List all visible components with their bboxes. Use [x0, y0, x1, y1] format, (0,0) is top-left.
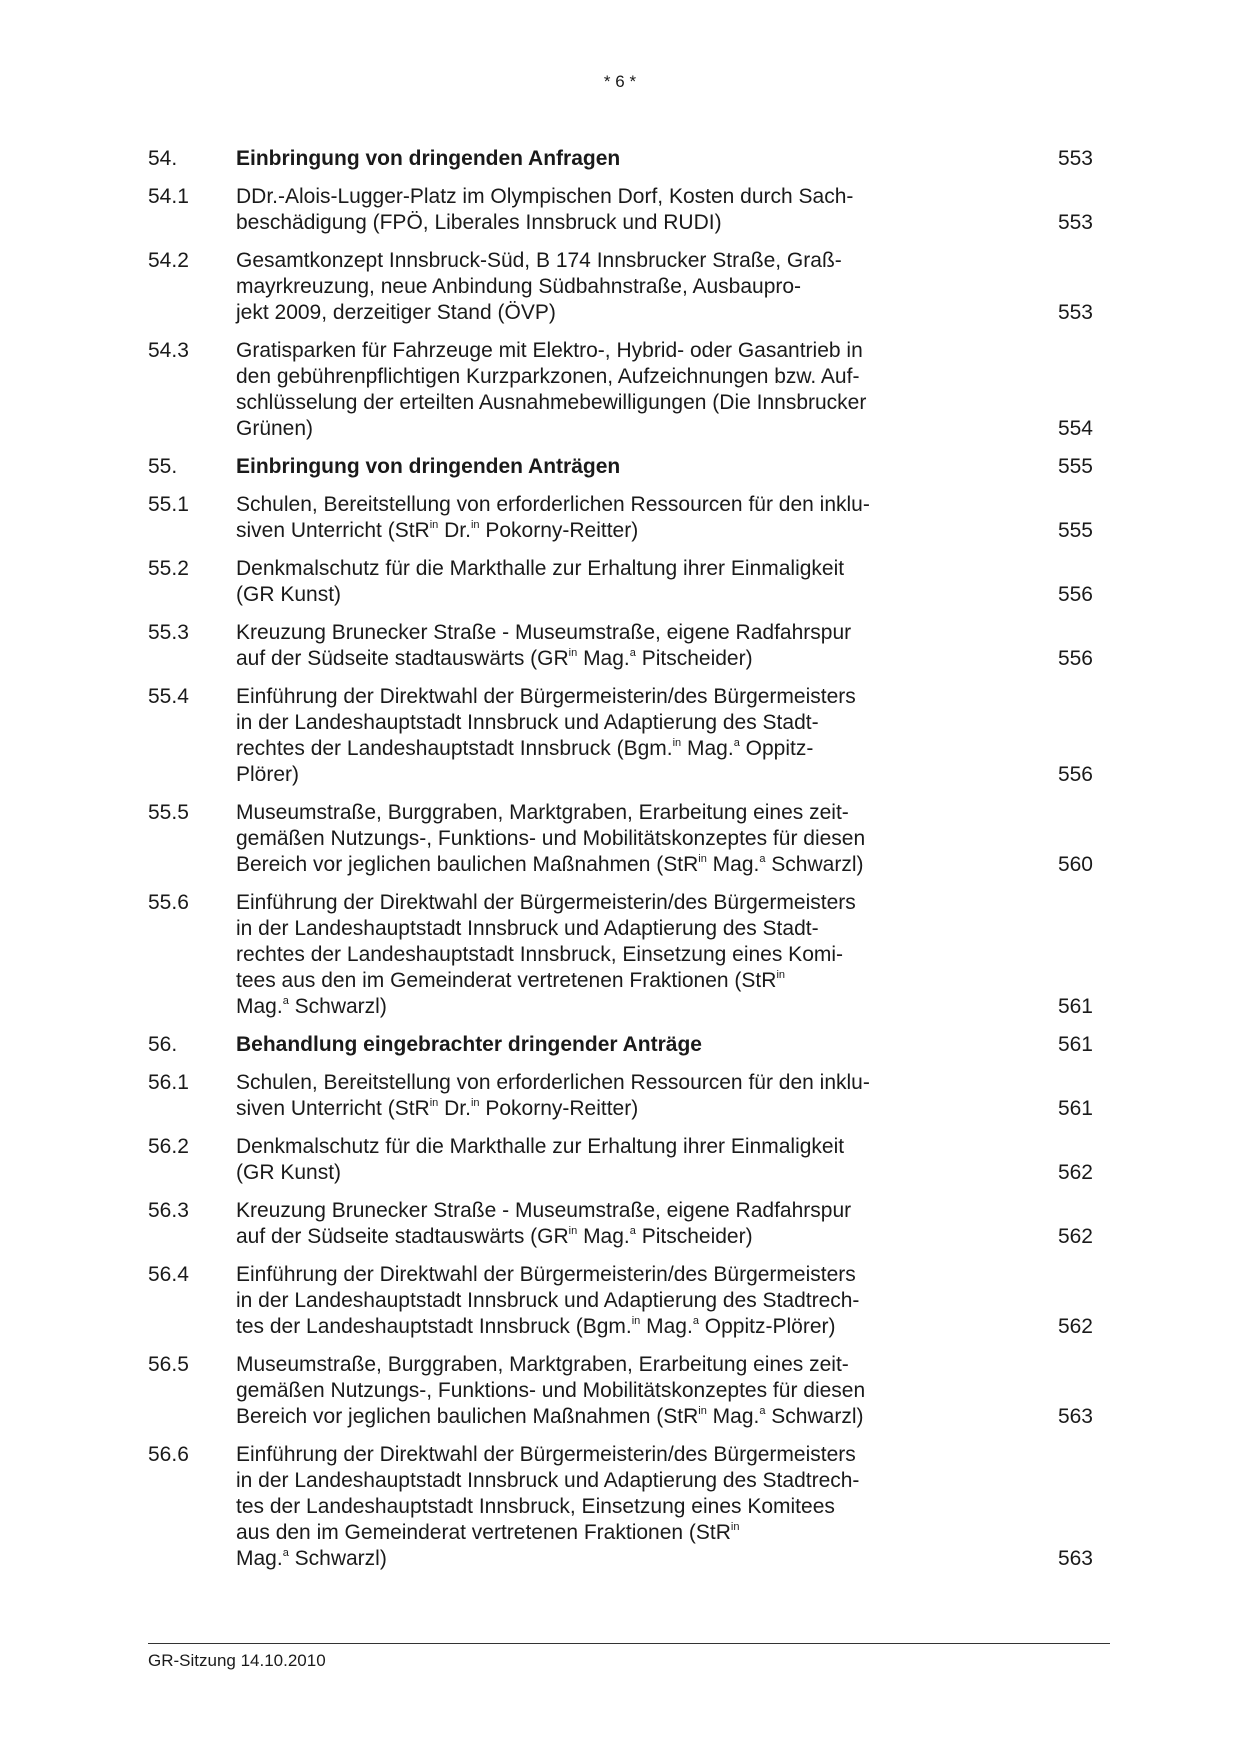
toc-entry: [148, 800, 1093, 878]
toc-entry-number: 54.1: [148, 185, 189, 208]
toc-entry-title: [236, 1442, 976, 1572]
toc-entry-title-line: jekt 2009, derzeitiger Stand (ÖVP): [236, 301, 556, 324]
toc-entry-page: 562: [1057, 1225, 1093, 1248]
toc-entry-title: [236, 454, 976, 480]
toc-entry-number: 54.: [148, 147, 178, 170]
toc-entry-number: 54.2: [148, 249, 189, 272]
toc-entry-title: [236, 620, 976, 672]
toc-entry-title-line: Mag.$^a$ Schwarzl): [236, 995, 387, 1018]
toc-entry-page: 553: [1057, 301, 1093, 324]
toc-entry-page: 563: [1057, 1405, 1093, 1428]
toc-entry-title-line: in der Landeshauptstadt Innsbruck und Adaptierung des Stadt-: [236, 711, 819, 734]
toc-entry-title: [236, 890, 976, 1020]
toc-entry-title-line: Einbringung von dringenden Anträgen: [236, 455, 621, 478]
toc-entry-title-line: Einführung der Direktwahl der Bürgermeisterin/des Bürgermeisters: [236, 1263, 856, 1286]
toc-entry: [148, 184, 1093, 236]
toc-entry-title-line: (GR Kunst): [236, 583, 342, 606]
toc-entry-title: [236, 1032, 976, 1058]
toc-entry-page: 553: [1057, 211, 1093, 234]
toc-entry-title-line: Gratisparken für Fahrzeuge mit Elektro-, Hybrid- oder Gasantrieb in: [236, 339, 863, 362]
toc-entry-title-line: mayrkreuzung, neue Anbindung Südbahnstraße, Ausbaupro-: [236, 275, 802, 298]
toc-entry: [148, 890, 1093, 1020]
toc-entry-title-line: den gebührenpflichtigen Kurzparkzonen, Aufzeichnungen bzw. Auf-: [236, 365, 860, 388]
toc-entry-title: [236, 338, 976, 442]
toc-entry-title: [236, 1134, 976, 1186]
toc-entry-number: 56.2: [148, 1135, 189, 1158]
toc-entry-number: 56.6: [148, 1443, 189, 1466]
toc-entry-title-line: gemäßen Nutzungs-, Funktions- und Mobilitätskonzeptes für diesen: [236, 1379, 866, 1402]
toc-entry-title-line: tes der Landeshauptstadt Innsbruck (Bgm.$^{in}$ Mag.$^a$ Oppitz-Plörer): [236, 1315, 836, 1338]
toc-entry: [148, 1198, 1093, 1250]
toc-entry-title-line: Museumstraße, Burggraben, Marktgraben, Erarbeitung eines zeit-: [236, 1353, 849, 1376]
table-of-contents: [148, 146, 1093, 1584]
toc-entry-title-line: Plörer): [236, 763, 300, 786]
toc-entry-title-line: schlüsselung der erteilten Ausnahmebewilligungen (Die Innsbrucker: [236, 391, 867, 414]
toc-entry-title-line: Gesamtkonzept Innsbruck-Süd, B 174 Innsbrucker Straße, Graß-: [236, 249, 842, 272]
toc-entry-number: 56.5: [148, 1353, 189, 1376]
toc-section-heading: [148, 454, 1093, 480]
toc-entry-title: [236, 248, 976, 326]
toc-entry-page: 555: [1057, 455, 1093, 478]
toc-entry-title-line: Kreuzung Brunecker Straße - Museumstraße, eigene Radfahrspur: [236, 1199, 852, 1222]
toc-entry-title-line: gemäßen Nutzungs-, Funktions- und Mobilitätskonzeptes für diesen: [236, 827, 866, 850]
toc-entry-title: [236, 146, 976, 172]
toc-entry-title-line: (GR Kunst): [236, 1161, 342, 1184]
toc-entry: [148, 1070, 1093, 1122]
toc-entry-title: [236, 184, 976, 236]
toc-entry-page: 556: [1057, 647, 1093, 670]
toc-entry-page: 556: [1057, 583, 1093, 606]
toc-entry: [148, 338, 1093, 442]
toc-entry-title-line: auf der Südseite stadtauswärts ($GR^{in}$ Mag.$^a$ Pitscheider): [236, 1225, 753, 1248]
toc-entry: [148, 248, 1093, 326]
toc-entry-page: 561: [1057, 995, 1093, 1018]
toc-entry-number: 55.6: [148, 891, 189, 914]
toc-entry-number: 56.3: [148, 1199, 189, 1222]
toc-entry-page: 554: [1057, 417, 1093, 440]
toc-entry-number: 55.4: [148, 685, 189, 708]
toc-entry-title-line: beschädigung (FPÖ, Liberales Innsbruck und RUDI): [236, 211, 722, 234]
toc-entry-title-line: Bereich vor jeglichen baulichen Maßnahmen (StR$^{in}$ Mag.$^a$ Schwarzl): [236, 1405, 864, 1428]
toc-entry: [148, 1352, 1093, 1430]
toc-entry: [148, 620, 1093, 672]
toc-entry-title-line: Museumstraße, Burggraben, Marktgraben, Erarbeitung eines zeit-: [236, 801, 849, 824]
toc-entry-title: [236, 1262, 976, 1340]
toc-entry-number: 55.: [148, 455, 178, 478]
toc-entry-number: 56.4: [148, 1263, 189, 1286]
toc-entry-page: 561: [1057, 1033, 1093, 1056]
toc-entry-page: 553: [1057, 147, 1093, 170]
toc-entry-title-line: Einbringung von dringenden Anfragen: [236, 147, 621, 170]
toc-entry-title-line: Grünen): [236, 417, 314, 440]
toc-entry-number: 56.: [148, 1033, 178, 1056]
toc-entry-title-line: Mag.$^a$ Schwarzl): [236, 1547, 387, 1570]
toc-entry-title-line: Schulen, Bereitstellung von erforderlichen Ressourcen für den inklu-: [236, 493, 870, 516]
toc-entry-title: [236, 1198, 976, 1250]
toc-entry-title: [236, 556, 976, 608]
toc-section-heading: [148, 1032, 1093, 1058]
toc-entry-page: 555: [1057, 519, 1093, 542]
toc-entry-title-line: DDr.-Alois-Lugger-Platz im Olympischen Dorf, Kosten durch Sach-: [236, 185, 854, 208]
toc-entry-page: 560: [1057, 853, 1093, 876]
toc-entry-title-line: Einführung der Direktwahl der Bürgermeisterin/des Bürgermeisters: [236, 891, 856, 914]
toc-entry-title-line: Einführung der Direktwahl der Bürgermeisterin/des Bürgermeisters: [236, 1443, 856, 1466]
toc-entry-page: 562: [1057, 1161, 1093, 1184]
toc-entry: [148, 492, 1093, 544]
toc-entry-title-line: in der Landeshauptstadt Innsbruck und Adaptierung des Stadt-: [236, 917, 819, 940]
toc-entry-title: [236, 492, 976, 544]
toc-entry-number: 55.3: [148, 621, 189, 644]
toc-entry-page: 556: [1057, 763, 1093, 786]
toc-entry-title: [236, 684, 976, 788]
toc-entry-title: [236, 800, 976, 878]
toc-entry: [148, 684, 1093, 788]
page-number: * 6 *: [603, 72, 637, 91]
toc-entry-title-line: rechtes der Landeshauptstadt Innsbruck (Bgm.$^{in}$ Mag.$^a$ Oppitz-: [236, 737, 814, 760]
toc-entry: [148, 1442, 1093, 1572]
toc-entry-title-line: siven Unterricht (StR$^{in}$ Dr.$^{in}$ Pokorny-Reitter): [236, 1097, 639, 1120]
toc-entry-title: [236, 1070, 976, 1122]
toc-entry-page: 562: [1057, 1315, 1093, 1338]
toc-entry-number: 55.5: [148, 801, 189, 824]
footer-divider: [148, 1643, 1110, 1644]
toc-entry-title-line: siven Unterricht (StR$^{in}$ Dr.$^{in}$ Pokorny-Reitter): [236, 519, 639, 542]
toc-entry-title-line: aus den im Gemeinderat vertretenen Fraktionen (StR$^{in}$: [236, 1521, 740, 1544]
toc-entry: [148, 556, 1093, 608]
toc-section-heading: [148, 146, 1093, 172]
toc-entry-page: 561: [1057, 1097, 1093, 1120]
toc-entry-page: 563: [1057, 1547, 1093, 1570]
toc-entry-title-line: Schulen, Bereitstellung von erforderlichen Ressourcen für den inklu-: [236, 1071, 870, 1094]
toc-entry-title-line: Einführung der Direktwahl der Bürgermeisterin/des Bürgermeisters: [236, 685, 856, 708]
toc-entry-number: 56.1: [148, 1071, 189, 1094]
toc-entry-title-line: Bereich vor jeglichen baulichen Maßnahmen (StR$^{in}$ Mag.$^a$ Schwarzl): [236, 853, 864, 876]
toc-entry-title-line: rechtes der Landeshauptstadt Innsbruck, Einsetzung eines Komi-: [236, 943, 844, 966]
toc-entry-number: 55.1: [148, 493, 189, 516]
toc-entry-title: [236, 1352, 976, 1430]
footer-session-date: GR-Sitzung 14.10.2010: [148, 1651, 326, 1670]
toc-entry-number: 54.3: [148, 339, 189, 362]
toc-entry-title-line: auf der Südseite stadtauswärts ($GR^{in}$ Mag.$^a$ Pitscheider): [236, 647, 753, 670]
toc-entry-title-line: tes der Landeshauptstadt Innsbruck, Einsetzung eines Komitees: [236, 1495, 835, 1518]
toc-entry-title-line: Denkmalschutz für die Markthalle zur Erhaltung ihrer Einmaligkeit: [236, 557, 845, 580]
toc-entry-title-line: Denkmalschutz für die Markthalle zur Erhaltung ihrer Einmaligkeit: [236, 1135, 845, 1158]
toc-entry-title-line: Behandlung eingebrachter dringender Anträge: [236, 1033, 702, 1056]
toc-entry-title-line: Kreuzung Brunecker Straße - Museumstraße, eigene Radfahrspur: [236, 621, 852, 644]
toc-entry-title-line: in der Landeshauptstadt Innsbruck und Adaptierung des Stadtrech-: [236, 1469, 860, 1492]
toc-entry: [148, 1262, 1093, 1340]
toc-entry-number: 55.2: [148, 557, 189, 580]
toc-entry-title-line: tees aus den im Gemeinderat vertretenen Fraktionen (StR$^{in}$: [236, 969, 785, 992]
toc-entry: [148, 1134, 1093, 1186]
toc-entry-title-line: in der Landeshauptstadt Innsbruck und Adaptierung des Stadtrech-: [236, 1289, 860, 1312]
